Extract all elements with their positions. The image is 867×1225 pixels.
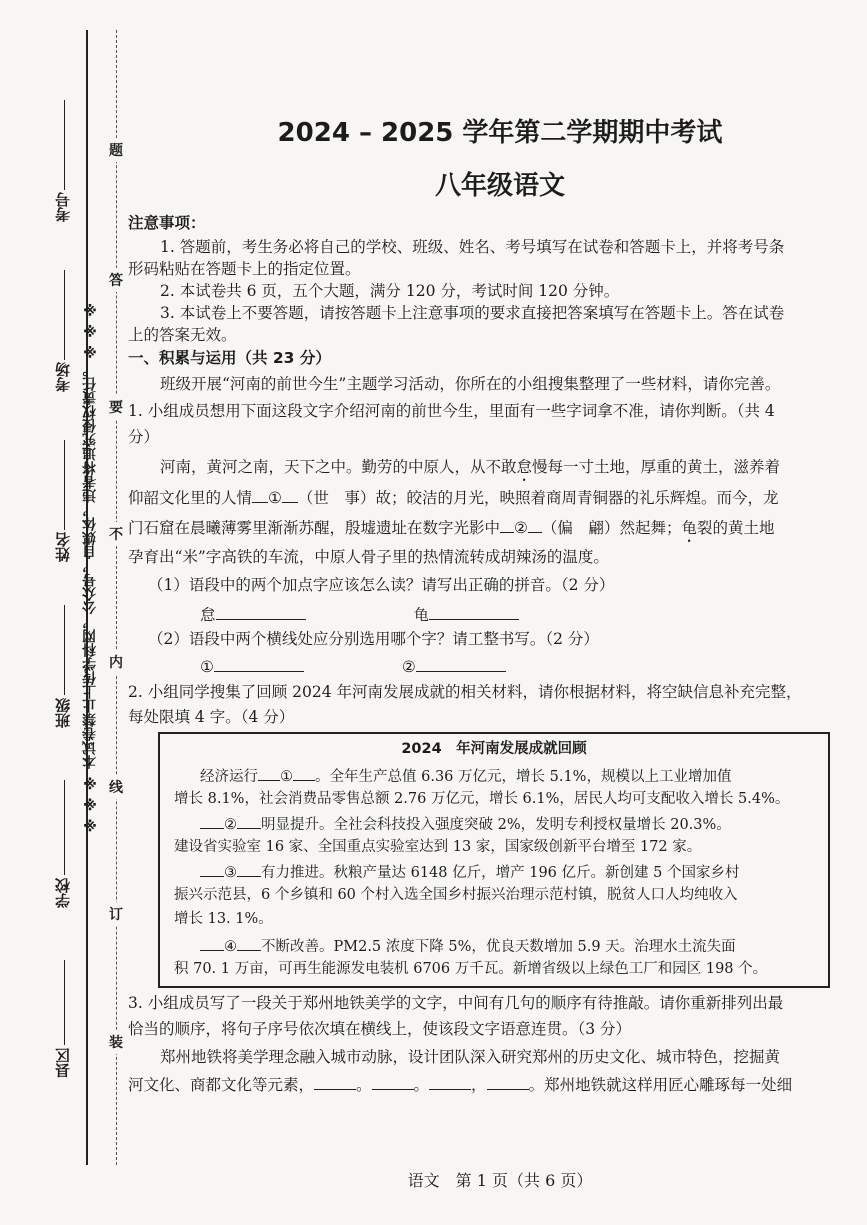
q2-stem: 2. 小组同学搜集了回顾 2024 年河南发展成就的相关材料，请你根据材料，将空缺信息补充完整，: [128, 683, 802, 701]
box-line: 经济运行 ① 。全年生产总值 6.36 万亿元，增长 5.1%，规模以上工业增加值: [200, 764, 850, 788]
school-blank[interactable]: [64, 780, 65, 875]
box-line: 积 70. 1 万亩，可再生能源发电装机 6706 万千瓦。新增省级以上绿色工厂和园区 198 个。: [174, 961, 768, 977]
seal-char-xian: 线: [109, 775, 123, 799]
pinyin-blank-1[interactable]: [216, 603, 306, 620]
box-line: ③ 有力推进。秋粮产量达 6148 亿斤，增产 196 亿斤。新创建 5 个国家乡村: [200, 860, 850, 884]
name-blank[interactable]: [64, 440, 65, 530]
section-intro: 班级开展“河南的前世今生”主题学习活动，你所在的小组搜集整理了一些材料，请你完善。: [160, 375, 781, 393]
q1-sub2: （2）语段中两个横线处应分别选用哪个字？请工整书写。（2 分）: [148, 630, 599, 648]
exam-room-label: 考场: [54, 362, 72, 392]
q1-paragraph-line: 孕育出“米”字高铁的车流，中原人骨子里的热情流转成胡辣汤的温度。: [128, 548, 609, 566]
dotted-char-dai: 怠: [516, 458, 533, 476]
box-title: 2024 年河南发展成就回顾: [401, 741, 587, 757]
page-footer: 语文 第 1 页（共 6 页）: [407, 1171, 593, 1190]
notice-item: 1. 答题前，考生务必将自己的学校、班级、姓名、考号填写在试卷和答题卡上，并将考号条: [160, 238, 785, 256]
dotted-char-gui: 龟: [681, 519, 697, 537]
box-line: 建设省实验室 16 家、全国重点实验室达到 13 家，国家级创新平台增至 172 家。: [174, 839, 702, 855]
class-label: 班级: [54, 698, 72, 728]
blank-marker-1: ①: [268, 489, 282, 507]
box-blank-4[interactable]: ④: [224, 939, 237, 955]
q2-stem-cont: 每处限填 4 字。（4 分）: [128, 708, 295, 726]
order-blank-1[interactable]: [314, 1073, 356, 1090]
q1-paragraph-line: 河南，黄河之南，天下之中。勤劳的中原人，从不敢怠慢每一寸土地，厚重的黄土，滋养着: [160, 458, 781, 476]
box-blank-3[interactable]: ③: [224, 865, 237, 881]
exam-subtitle: 八年级语文: [434, 171, 565, 201]
class-blank[interactable]: [64, 605, 65, 695]
exam-room-blank[interactable]: [64, 270, 65, 360]
exam-number-blank[interactable]: [64, 100, 65, 190]
q3-stem-cont: 恰当的顺序，将句子序号依次填在横线上，使该段文字语意连贯。（3 分）: [128, 1020, 632, 1038]
section-heading: 一、积累与运用（共 23 分）: [128, 349, 331, 367]
box-line: 增长 13. 1%。: [174, 911, 273, 927]
notice-item: 3. 本试卷上不要答题，请按答题卡上注意事项的要求直接把答案填写在答题卡上。答在试卷: [160, 304, 785, 322]
q1-paragraph-line: 仰韶文化里的人情 ① （世 事）故；皎洁的月光，映照着商周青铜器的礼乐辉煌。而今，龙: [128, 486, 848, 509]
char-blank-2[interactable]: [416, 655, 506, 672]
box-line: 振兴示范县，6 个乡镇和 60 个村入选全国乡村振兴治理示范村镇，脱贫人口人均纯收入: [174, 887, 738, 903]
exam-title: 2024 – 2025 学年第二学期期中考试: [277, 118, 723, 148]
q3-paragraph-line: 郑州地铁将美学理念融入城市动脉，设计团队深入研究郑州的历史文化、城市特色，挖掘黄: [160, 1048, 781, 1066]
q1-stem-cont: 分）: [128, 428, 160, 446]
seal-char-nei: 内: [109, 650, 123, 674]
school-label: 学校: [54, 878, 72, 908]
seal-char-da: 答: [109, 268, 123, 292]
copyright-warning: ※ ※ ※ 本试卷禁止上传学科网，公众号，自媒体，违者将追究侵权责任。 ※ ※ ※: [82, 300, 98, 832]
seal-char-yao: 要: [109, 395, 123, 419]
seal-char-bu: 不: [109, 522, 123, 546]
seal-char-ti: 题: [109, 138, 123, 162]
q1-sub2-answers: ① ②: [200, 655, 867, 678]
order-blank-3[interactable]: [429, 1073, 471, 1090]
order-blank-4[interactable]: [487, 1073, 529, 1090]
margin-dashed-line: [116, 30, 117, 1165]
box-blank-2[interactable]: ②: [224, 817, 237, 833]
achievement-box: [158, 732, 830, 988]
notice-heading: 注意事项：: [128, 214, 206, 232]
notice-item: 上的答案无效。: [128, 326, 237, 344]
box-line: ② 明显提升。全社会科技投入强度突破 2%，发明专利授权量增长 20.3%。: [200, 812, 850, 836]
q1-sub1-answers: 怠 龟: [200, 603, 867, 626]
county-label: 县区: [54, 1048, 72, 1078]
seal-char-zhuang: 装: [109, 1030, 123, 1054]
q1-sub1: （1）语段中的两个加点字应该怎么读？请写出正确的拼音。（2 分）: [148, 576, 615, 594]
blank-marker-2: ②: [514, 519, 528, 537]
q3-stem: 3. 小组成员写了一段关于郑州地铁美学的文字，中间有几句的顺序有待推敲。请你重新排列出最: [128, 994, 784, 1012]
char-blank-1[interactable]: [214, 655, 304, 672]
seal-char-ding: 订: [109, 902, 123, 926]
notice-item: 形码粘贴在答题卡上的指定位置。: [128, 260, 361, 278]
name-label: 姓名: [54, 532, 72, 562]
box-blank-1[interactable]: ①: [280, 769, 293, 785]
q1-stem: 1. 小组成员想用下面这段文字介绍河南的前世今生，里面有一些字词拿不准，请你判断。（共 4: [128, 402, 775, 420]
q3-paragraph-line: 河文化、商都文化等元素， 。 。 ， 。郑州地铁就这样用匠心雕琢每一处细: [128, 1073, 848, 1096]
order-blank-2[interactable]: [372, 1073, 414, 1090]
q1-paragraph-line: 门石窟在晨曦薄雾里渐渐苏醒，殷墟遗址在数字光影中 ② （偏 翩）然起舞；龟裂的黄土地: [128, 516, 848, 546]
exam-number-label: 考号: [54, 192, 72, 222]
box-line: ④ 不断改善。PM2.5 浓度下降 5%，优良天数增加 5.9 天。治理水土流失面: [200, 934, 850, 958]
notice-item: 2. 本试卷共 6 页，五个大题，满分 120 分，考试时间 120 分钟。: [160, 282, 620, 300]
county-blank[interactable]: [64, 960, 65, 1045]
pinyin-blank-2[interactable]: [429, 603, 519, 620]
box-line: 增长 8.1%，社会消费品零售总额 2.76 万亿元，增长 6.1%，居民人均可支配收入增长 5.4%。: [174, 791, 790, 807]
